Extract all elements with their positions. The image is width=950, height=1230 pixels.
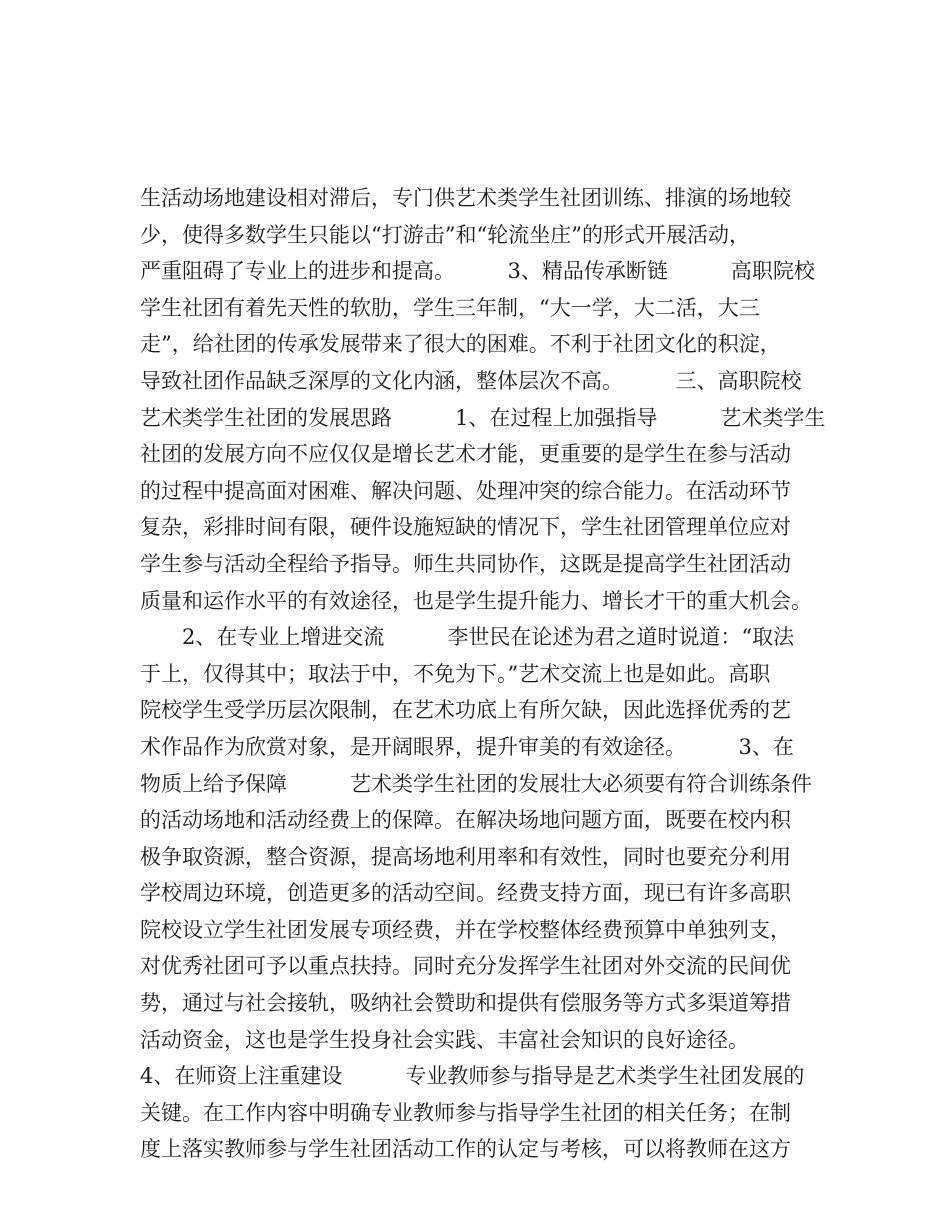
text-line-25: 4、在师资上注重建设 专业教师参与指导是艺术类学生社团发展的 [140, 1064, 805, 1089]
text-line-14: 于上，仅得其中；取法于中，不免为下。”艺术交流上也是如此。高职 [140, 661, 771, 686]
text-line-24: 活动资金，这也是学生投身社会实践、丰富社会知识的良好途径。 [140, 1027, 749, 1052]
text-line-15: 院校学生受学历层次限制，在艺术功底上有所欠缺，因此选择优秀的艺 [140, 698, 791, 723]
text-line-10: 复杂，彩排时间有限，硬件设施短缺的情况下，学生社团管理单位应对 [140, 515, 791, 540]
text-line-9: 的过程中提高面对困难、解决问题、处理冲突的综合能力。在活动环节 [140, 478, 791, 503]
text-line-27: 度上落实教师参与学生社团活动工作的认定与考核，可以将教师在这方 [140, 1137, 791, 1162]
text-line-1: 生活动场地建设相对滞后，专门供艺术类学生社团训练、排演的场地较 [140, 186, 791, 210]
text-line-17: 物质上给予保障 艺术类学生社团的发展壮大必须要有符合训练条件 [140, 771, 812, 796]
text-line-18: 的活动场地和活动经费上的保障。在解决场地问题方面，既要在校内积 [140, 808, 791, 833]
text-line-21: 院校设立学生社团发展专项经费，并在学校整体经费预算中单独列支， [140, 917, 791, 942]
text-line-4: 学生社团有着先天性的软肋，学生三年制，“大一学，大二活，大三 [140, 295, 760, 320]
text-line-26: 关键。在工作内容中明确专业教师参与指导学生社团的相关任务；在制 [140, 1100, 791, 1125]
text-line-11: 学生参与活动全程给予指导。师生共同协作，这既是提高学生社团活动 [140, 551, 791, 576]
text-line-23: 势，通过与社会接轨，吸纳社会赞助和提供有偿服务等方式多渠道筹措 [140, 991, 791, 1016]
text-line-6: 导致社团作品缺乏深厚的文化内涵，整体层次不高。 三、高职院校 [140, 368, 802, 393]
text-line-8: 社团的发展方向不应仅仅是增长艺术才能，更重要的是学生在参与活动 [140, 442, 791, 467]
text-line-12: 质量和运作水平的有效途径，也是学生提升能力、增长才干的重大机会。 [140, 588, 812, 613]
body-text [140, 180, 826, 1168]
text-line-3: 严重阻碍了专业上的进步和提高。 3、精品传承断链 高职院校 [140, 259, 815, 284]
text-line-16: 术作品作为欣赏对象，是开阔眼界，提升审美的有效途径。 3、在 [140, 734, 794, 759]
text-line-13: 2、在专业上增进交流 李世民在论述为君之道时说道：“取法 [140, 625, 795, 650]
text-line-20: 学校周边环境，创造更多的活动空间。经费支持方面，现已有许多高职 [140, 881, 791, 906]
text-line-7: 艺术类学生社团的发展思路 1、在过程上加强指导 艺术类学生 [140, 405, 826, 430]
text-line-19: 极争取资源，整合资源，提高场地利用率和有效性，同时也要充分利用 [140, 844, 791, 869]
text-line-5: 走”，给社团的传承发展带来了很大的困难。不利于社团文化的积淀， [140, 332, 781, 357]
text-line-22: 对优秀社团可予以重点扶持。同时充分发挥学生社团对外交流的民间优 [140, 954, 791, 979]
text-line-2: 少，使得多数学生只能以“打游击”和“轮流坐庄”的形式开展活动， [140, 222, 750, 247]
